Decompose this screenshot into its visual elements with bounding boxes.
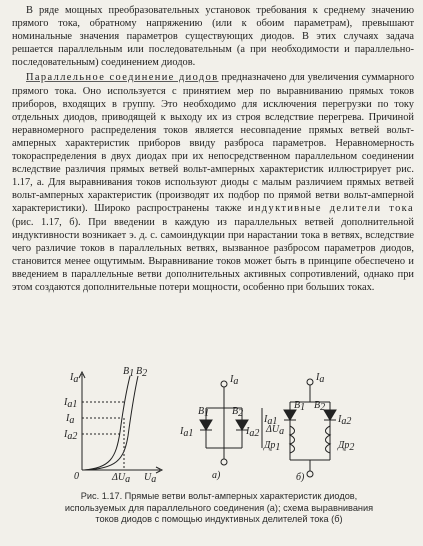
circuit-a-top-terminal	[221, 381, 227, 387]
circuit-a-caption-label: а)	[212, 470, 221, 481]
curve-b2-label: B2	[136, 366, 148, 379]
graph-x-label: Ua	[144, 472, 157, 482]
graph-tick-ia1: Ia1	[64, 397, 78, 410]
curve-b1-label: B1	[123, 366, 135, 379]
circuit-a-du-label: ΔUa	[266, 424, 285, 437]
inductor-dr1	[290, 426, 295, 453]
paragraph-1: В ряде мощных преобразовательных установок требования к среднему значению прямого тока, обратному напряжению (или к обоим параметрам), превышают номинальные значения параметров существующих диодов. В этих случаях задача решается параллельным или последовательным (а при необходимости и параллельно-последовательным) соединением диодов.	[12, 5, 414, 69]
circuit-a-bottom-terminal	[221, 459, 227, 465]
circuit-a-b1-label: B1	[198, 406, 210, 419]
paragraph-2-end: (рис. 1.17, б). При введении в каждую из параллельных ветвей дополнительной индуктивности возникает э. д. с. самоиндукции при нарастании тока в ветвях, вследствие чего различие токов в параллельных ветвях, вызванное разбросом параметров диодов, становится менее ощутимым. Выравнивание токов может быть в принципе обеспечено и введением в параллельные ветви дополнительных активных сопротивлений, однако при этом создаются дополнительные потери мощности, особенно при больших токах.	[12, 216, 414, 293]
circuit-b-b1-label: B1	[294, 400, 306, 413]
circuit-a-ia2-label: Ia2	[246, 426, 260, 439]
figure-drawing	[0, 362, 423, 482]
circuit-b-dr1-label: Др1	[264, 440, 281, 453]
curve-b2	[84, 376, 138, 470]
figure-caption: Рис. 1.17. Прямые ветви вольт-амперных характеристик диодов, используемых для параллельного соединения (а); схема выравнивания токов диодов с помощью индуктивных делителей тока (б)	[64, 491, 374, 525]
figure-1-17	[0, 362, 423, 482]
graph-origin: 0	[74, 471, 79, 482]
circuit-a-ia1-label: Ia1	[180, 426, 194, 439]
inductor-dr2	[326, 426, 331, 453]
circuit-a-b2-label: B2	[232, 406, 244, 419]
diode-b1-b	[284, 410, 296, 420]
graph-tick-ia: Ia	[66, 413, 75, 426]
graph-tick-ia2: Ia2	[64, 429, 78, 442]
circuit-b-ia2-label: Ia2	[338, 414, 352, 427]
diode-b2-b	[324, 410, 336, 420]
paragraph-2-lead: Параллельное соединение диодов	[26, 72, 219, 84]
circuit-b-caption-label: б)	[296, 472, 305, 482]
circuit-b-ia1-label: Ia1	[264, 414, 278, 427]
paragraph-2-spaced: индуктивные делители тока	[247, 203, 414, 215]
body-text	[12, 4, 414, 294]
circuit-b-b2-label: B2	[314, 400, 326, 413]
graph-y-label: Ia	[70, 372, 79, 385]
circuit-b-top-terminal	[307, 379, 313, 385]
paragraph-2-rest: предназначено для увеличения суммарного прямого тока. Оно используется с принятием мер по выравниванию прямых токов приборов, входящих в группу. Это необходимо для исключения перегрузки по току отдельных диодов, приводящей к выходу их из строя вследствие перегрева. Причиной неравномерного распределения токов является несовпадение прямых ветвей вольт-амперных характеристик приборов ввиду разброса параметров. Неравномерность токораспределения в двух диодах при их непосредственном параллельном соединении вследствие различия прямых ветвей вольт-амперных характеристик иллюстрирует рис. 1.17, а. Для выравнивания токов используют диоды с малым различием прямых ветвей вольт-амперных характеристик (производят их подбор по прямой ветви вольт-амперной характеристики). Широко распространены также	[12, 72, 415, 215]
circuit-b-top-label: Ia	[316, 372, 325, 385]
curve-b1	[84, 376, 130, 470]
graph-du-label: ΔUa	[112, 472, 131, 482]
paragraph-2	[12, 71, 414, 294]
circuit-b-dr2-label: Др2	[338, 440, 355, 453]
circuit-b-bottom-terminal	[307, 471, 313, 477]
circuit-a-top-label: Ia	[230, 374, 239, 387]
diode-b1-a	[200, 420, 212, 430]
